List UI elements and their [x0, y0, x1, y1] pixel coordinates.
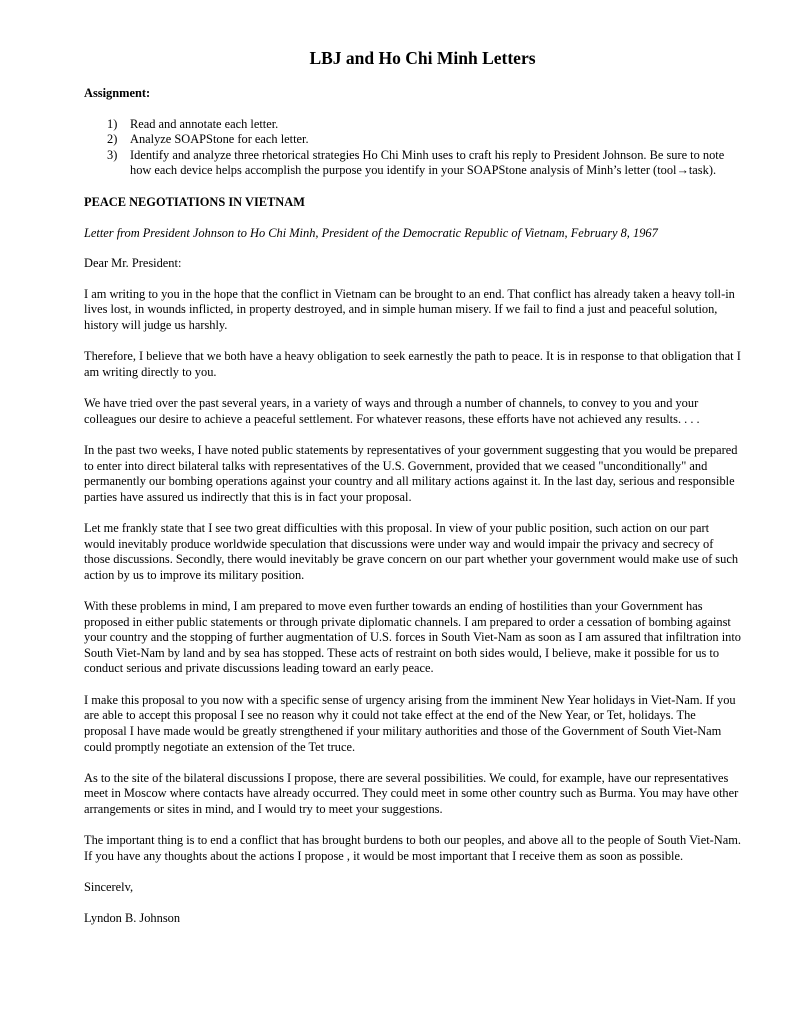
section-heading: PEACE NEGOTIATIONS IN VIETNAM [84, 194, 305, 209]
task-text: Read and annotate each letter. [130, 116, 279, 131]
letter-paragraph: I make this proposal to you now with a specific sense of urgency arising from the imminent New Year holidays in Viet-Nam. If you are able to accept this proposal I see no reason why it could not take effect at the end of the New Year, or Tet, holidays. The proposal I have made would be greatly strengthened if your military authorities and those of the Government of South Viet-Nam could promptly negotiate an extension of the Tet truce. [84, 692, 736, 754]
letter-paragraph: Let me frankly state that I see two great difficulties with this proposal. In view of your public position, such action on our part would inevitably produce worldwide speculation that discussions were under way and would impair the privacy and secrecy of those discussions. Secondly, there would inevitably be grave concern on our part whether your government would make use of such action by us to improve its military position. [84, 521, 739, 582]
assignment-task-list [84, 117, 741, 179]
letter-salutation: Dear Mr. President: [84, 256, 182, 271]
letter-citation: Letter from President Johnson to Ho Chi Minh, President of the Democratic Republic of Vietnam, February 8, 1967 [84, 225, 658, 240]
task-item [84, 148, 741, 179]
letter-paragraph: With these problems in mind, I am prepared to move even further towards an ending of hostilities than your Government has proposed in either public statements or through private diplomatic channels. I am prepared to order a cessation of bombing against your country and the stopping of further augmentation of U.S. forces in South Viet-Nam as soon as I am assured that infiltration into South Viet-Nam by land and by sea has stopped. These acts of restraint on both sides would, I believe, make it possible for us to conduct serious and private discussions leading toward an early peace. [84, 599, 741, 676]
letter-paragraph: As to the site of the bilateral discussions I propose, there are several possibilities. We could, for example, have our representatives meet in Moscow where contacts have already occurred. They could meet in some other country such as Burma. You may have other arrangements or sites in mind, and I would try to meet your suggestions. [84, 770, 739, 816]
task-number: 3) [107, 147, 118, 162]
letter-paragraph: Therefore, I believe that we both have a heavy obligation to seek earnestly the path to peace. It is in response to that obligation that I am writing directly to you. [84, 349, 741, 379]
task-number: 1) [107, 116, 118, 131]
letter-signature: Lyndon B. Johnson [84, 910, 181, 925]
letter-paragraph: In the past two weeks, I have noted public statements by representatives of your government suggesting that you would be prepared to enter into direct bilateral talks with representatives of the U.S. Government, provided that we ceased "unconditionally" and permanently our bombing operations against your country and all military actions against it. In the last day, serious and responsible parties have assured us indirectly that this is in fact your proposal. [84, 442, 738, 504]
letter-paragraph: The important thing is to end a conflict that has brought burdens to both our peoples, and above all to the people of South Viet-Nam. If you have any thoughts about the actions I propose , it would be most important that I receive them as soon as possible. [84, 833, 741, 863]
task-number: 2) [107, 132, 118, 147]
letter-closing: Sincerelv, [84, 880, 134, 895]
task-text: Analyze SOAPStone for each letter. [130, 132, 309, 147]
task-text: Identify and analyze three rhetorical strategies Ho Chi Minh uses to craft his reply to President Johnson. Be sure to note how each device helps accomplish the purpose you identify in your SOAPStone analysis of Minh’s letter (tool→task). [130, 147, 725, 178]
assignment-heading: Assignment: [84, 86, 151, 100]
document-title: LBJ and Ho Chi Minh Letters [309, 48, 536, 68]
letter-paragraph: We have tried over the past several years, in a variety of ways and through a number of channels, to convey to you and your colleagues our desire to achieve a peaceful settlement. For whatever reasons, these efforts have not achieved any results. . . . [84, 396, 700, 426]
letter-paragraph: I am writing to you in the hope that the conflict in Vietnam can be brought to an end. That conflict has already taken a heavy toll-in lives lost, in wounds inflicted, in property destroyed, and in simple human misery. If we fail to find a just and peaceful solution, history will judge us harshly. [84, 286, 735, 332]
task-item [84, 117, 741, 133]
task-item [84, 132, 741, 148]
